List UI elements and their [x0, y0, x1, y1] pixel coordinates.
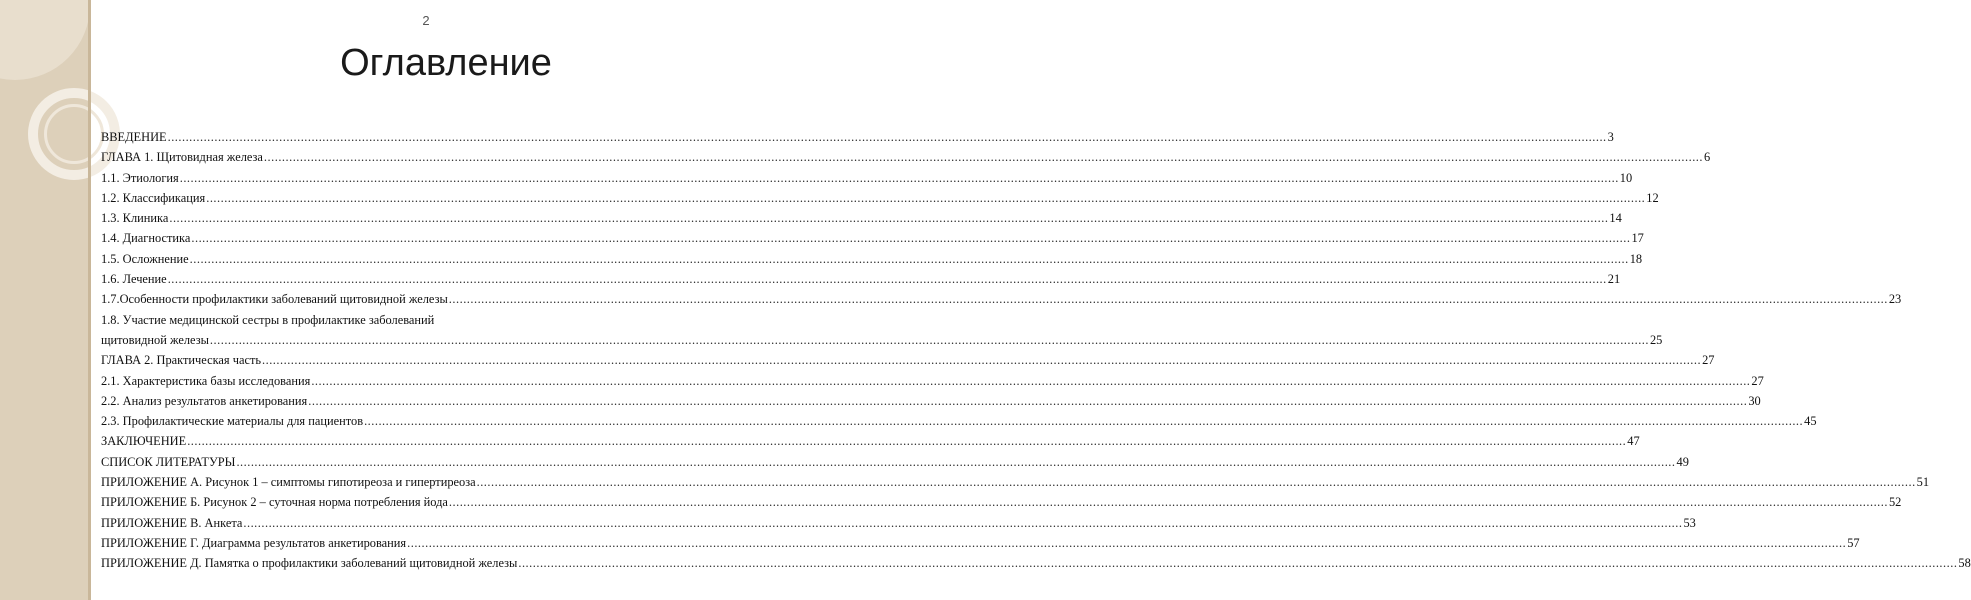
toc-entry-page: 52 [1888, 495, 1902, 510]
toc-dot-leader: ................................................................................................................................................................................................................................................................................................................................................................................................................ [169, 211, 1609, 226]
side-band-divider [88, 0, 91, 600]
decorative-side-band [0, 0, 88, 600]
toc-entry [101, 391, 1761, 411]
toc-entry-label: 1.5. Осложнение [101, 251, 189, 266]
toc-dot-leader: ................................................................................................................................................................................................................................................................................................................................................................................................................ [187, 434, 1627, 449]
toc-dot-leader: ................................................................................................................................................................................................................................................................................................................................................................................................................ [448, 495, 1888, 510]
toc-entry-label: 1.3. Клиника [101, 211, 169, 226]
toc-entry [101, 533, 1860, 553]
toc-entry-label: 1.7.Особенности профилактики заболеваний щитовидной железы [101, 292, 448, 307]
toc-dot-leader: ................................................................................................................................................................................................................................................................................................................................................................................................................ [311, 373, 1751, 388]
toc-entry-label: ПРИЛОЖЕНИЕ Г. Диаграмма результатов анкетирования [101, 535, 407, 550]
toc-dot-leader: ................................................................................................................................................................................................................................................................................................................................................................................................................ [167, 130, 1607, 144]
toc-entry-page: 6 [1703, 150, 1711, 165]
toc-entry-label: 2.3. Профилактические материалы для пациентов [101, 414, 364, 429]
toc-entry [101, 289, 1902, 309]
toc-entry [101, 127, 1614, 147]
toc-entry [101, 330, 1663, 350]
toc-entry [101, 310, 671, 330]
decorative-circle [44, 104, 104, 164]
toc-dot-leader: ................................................................................................................................................................................................................................................................................................................................................................................................................ [263, 150, 1703, 165]
toc-dot-leader: ................................................................................................................................................................................................................................................................................................................................................................................................................ [518, 556, 1958, 571]
toc-entry-label: щитовидной железы [101, 332, 209, 347]
toc-entry [101, 208, 1622, 228]
toc-dot-leader: ................................................................................................................................................................................................................................................................................................................................................................................................................ [179, 170, 1619, 185]
toc-entry [101, 371, 1764, 391]
toc-dot-leader: ................................................................................................................................................................................................................................................................................................................................................................................................................ [189, 251, 1629, 266]
toc-dot-leader: ................................................................................................................................................................................................................................................................................................................................................................................................................ [191, 231, 1631, 246]
toc-entry-page: 12 [1646, 190, 1659, 205]
toc-entry-label: 1.4. Диагностика [101, 231, 191, 246]
toc-entry-label: ГЛАВА 1. Щитовидная железа [101, 150, 263, 165]
toc-entry-page: 3 [1607, 130, 1614, 144]
toc-entry-label: ВВЕДЕНИЕ [101, 130, 167, 144]
toc-entry [101, 411, 1817, 431]
toc-entry-page: 18 [1629, 251, 1643, 266]
toc-entry [101, 228, 1644, 248]
page-number: 2 [422, 13, 430, 28]
toc-entry-label: 1.8. Участие медицинской сестры в профилактике заболеваний [101, 312, 435, 327]
page-title: Оглавление [340, 42, 552, 84]
toc-entry-label: ПРИЛОЖЕНИЕ Б. Рисунок 2 – суточная норма потребления йода [101, 495, 448, 510]
toc-entry-label: СПИСОК ЛИТЕРАТУРЫ [101, 454, 236, 469]
toc-dot-leader: ................................................................................................................................................................................................................................................................................................................................................................................................................ [236, 454, 1676, 469]
toc-entry-page: 21 [1607, 272, 1621, 287]
toc-entry [101, 350, 1715, 370]
toc-dot-leader: ................................................................................................................................................................................................................................................................................................................................................................................................................ [407, 535, 1847, 550]
toc-entry [101, 249, 1643, 269]
toc-entry-page: 23 [1888, 292, 1902, 307]
toc-entry-page: 49 [1676, 454, 1689, 469]
toc-entry [101, 188, 1659, 208]
toc-dot-leader: ................................................................................................................................................................................................................................................................................................................................................................................................................ [476, 475, 1916, 490]
toc-entry-page: 10 [1619, 170, 1633, 185]
toc-dot-leader: ................................................................................................................................................................................................................................................................................................................................................................................................................ [167, 272, 1607, 287]
toc-entry-label: ГЛАВА 2. Практическая часть [101, 353, 262, 368]
toc-entry-label: ЗАКЛЮЧЕНИЕ [101, 434, 187, 449]
toc-entry [101, 431, 1640, 451]
toc-entry-page: 27 [1702, 353, 1715, 368]
toc-dot-leader: ................................................................................................................................................................................................................................................................................................................................................................................................................ [243, 515, 1683, 530]
toc-dot-leader: ................................................................................................................................................................................................................................................................................................................................................................................................................ [262, 353, 1702, 368]
toc-entry-page: 14 [1609, 211, 1622, 226]
toc-entry-page: 58 [1958, 556, 1971, 571]
toc-entry-label: ПРИЛОЖЕНИЕ А. Рисунок 1 – симптомы гипотиреоза и гипертиреоза [101, 475, 476, 490]
table-of-contents [101, 127, 1971, 574]
toc-entry [101, 168, 1633, 188]
toc-entry-page: 57 [1847, 535, 1860, 550]
toc-entry-label: 2.1. Характеристика базы исследования [101, 373, 311, 388]
toc-entry-page: 45 [1804, 414, 1817, 429]
toc-entry [101, 513, 1696, 533]
toc-entry-label: ПРИЛОЖЕНИЕ В. Анкета [101, 515, 243, 530]
toc-entry-label: 1.6. Лечение [101, 272, 167, 287]
toc-entry-page: 30 [1748, 393, 1761, 408]
toc-entry-page: 17 [1631, 231, 1644, 246]
toc-entry-label: ПРИЛОЖЕНИЕ Д. Памятка о профилактики заболеваний щитовидной железы [101, 556, 518, 571]
toc-entry-page: 25 [1649, 332, 1663, 347]
toc-entry-page: 47 [1627, 434, 1640, 449]
toc-entry-page: 27 [1751, 373, 1764, 388]
toc-entry-label: 1.1. Этиология [101, 170, 179, 185]
toc-entry [101, 147, 1711, 167]
toc-dot-leader: ................................................................................................................................................................................................................................................................................................................................................................................................................ [206, 190, 1646, 205]
toc-entry-label: 1.2. Классификация [101, 190, 206, 205]
toc-entry-label: 2.2. Анализ результатов анкетирования [101, 393, 308, 408]
toc-entry-page: 53 [1683, 515, 1696, 530]
toc-entry [101, 553, 1971, 573]
toc-dot-leader: ................................................................................................................................................................................................................................................................................................................................................................................................................ [448, 292, 1888, 307]
toc-entry [101, 452, 1689, 472]
toc-entry-page: 51 [1916, 475, 1930, 490]
toc-dot-leader: ................................................................................................................................................................................................................................................................................................................................................................................................................ [209, 332, 1649, 347]
toc-dot-leader: ................................................................................................................................................................................................................................................................................................................................................................................................................ [308, 393, 1748, 408]
toc-entry [101, 269, 1621, 289]
toc-entry [101, 492, 1902, 512]
toc-entry [101, 472, 1930, 492]
toc-dot-leader: ................................................................................................................................................................................................................................................................................................................................................................................................................ [364, 414, 1804, 429]
